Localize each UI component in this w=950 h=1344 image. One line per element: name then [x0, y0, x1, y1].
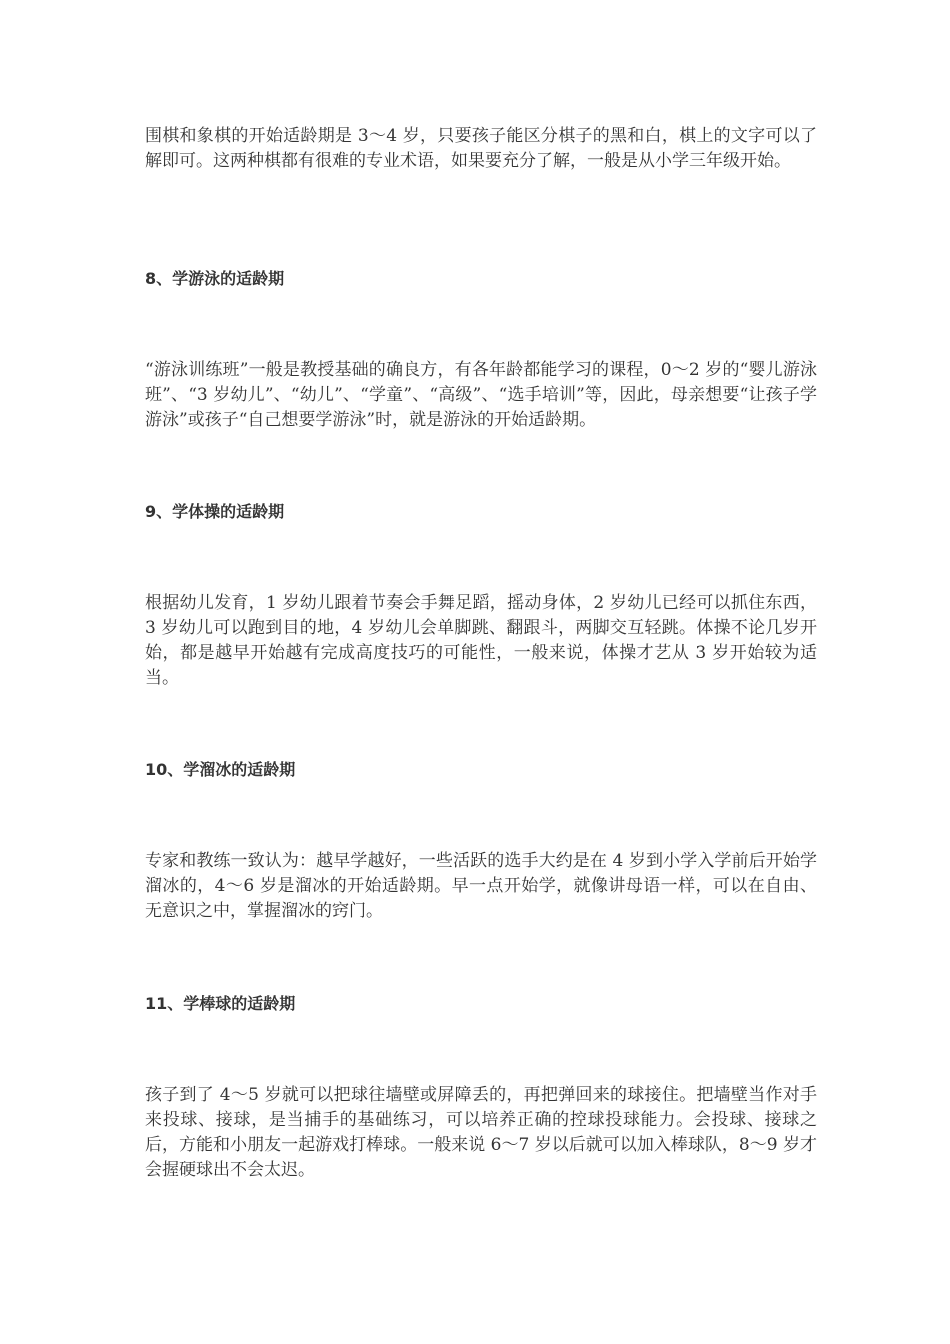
- paragraph-baseball: 孩子到了 4～5 岁就可以把球往墙壁或屏障丢的，再把弹回来的球接住。把墙壁当作对手来投球、接球，是当捕手的基础练习，可以培养正确的控球投球能力。会投球、接球之后，方能和小朋友一起游戏打棒球。一般来说 6～7 岁以后就可以加入棒球队，8～9 岁才会握硬球出不会太迟。: [145, 1085, 817, 1180]
- paragraph-chess: 围棋和象棋的开始适龄期是 3～4 岁，只要孩子能区分棋子的黑和白，棋上的文字可以了解即可。这两种棋都有很难的专业术语，如果要充分了解，一般是从小学三年级开始。: [145, 126, 817, 171]
- heading-gymnastics: 9、学体操的适龄期: [145, 502, 285, 521]
- heading-swimming: 8、学游泳的适龄期: [145, 269, 285, 288]
- paragraph-swimming: “游泳训练班”一般是教授基础的确良方，有各年龄都能学习的课程，0～2 岁的“婴儿游泳班”、“3 岁幼儿”、“幼儿”、“学童”、“高级”、“选手培训”等，因此，母亲想要“让孩子学游泳”或孩子“自己想要学游泳”时，就是游泳的开始适龄期。: [145, 360, 817, 430]
- paragraph-skating: 专家和教练一致认为：越早学越好，一些活跃的选手大约是在 4 岁到小学入学前后开始学溜冰的，4～6 岁是溜冰的开始适龄期。早一点开始学，就像讲母语一样，可以在自由、无意识之中，掌握溜冰的窍门。: [145, 851, 817, 921]
- paragraph-gymnastics: 根据幼儿发育，1 岁幼儿跟着节奏会手舞足蹈，摇动身体，2 岁幼儿已经可以抓住东西，3 岁幼儿可以跑到目的地，4 岁幼儿会单脚跳、翻跟斗，两脚交互轻跳。体操不论几岁开始，都是越早开始越有完成高度技巧的可能性，一般来说，体操才艺从 3 岁开始较为适当。: [145, 593, 817, 688]
- heading-skating: 10、学溜冰的适龄期: [145, 760, 296, 779]
- heading-baseball: 11、学棒球的适龄期: [145, 994, 296, 1013]
